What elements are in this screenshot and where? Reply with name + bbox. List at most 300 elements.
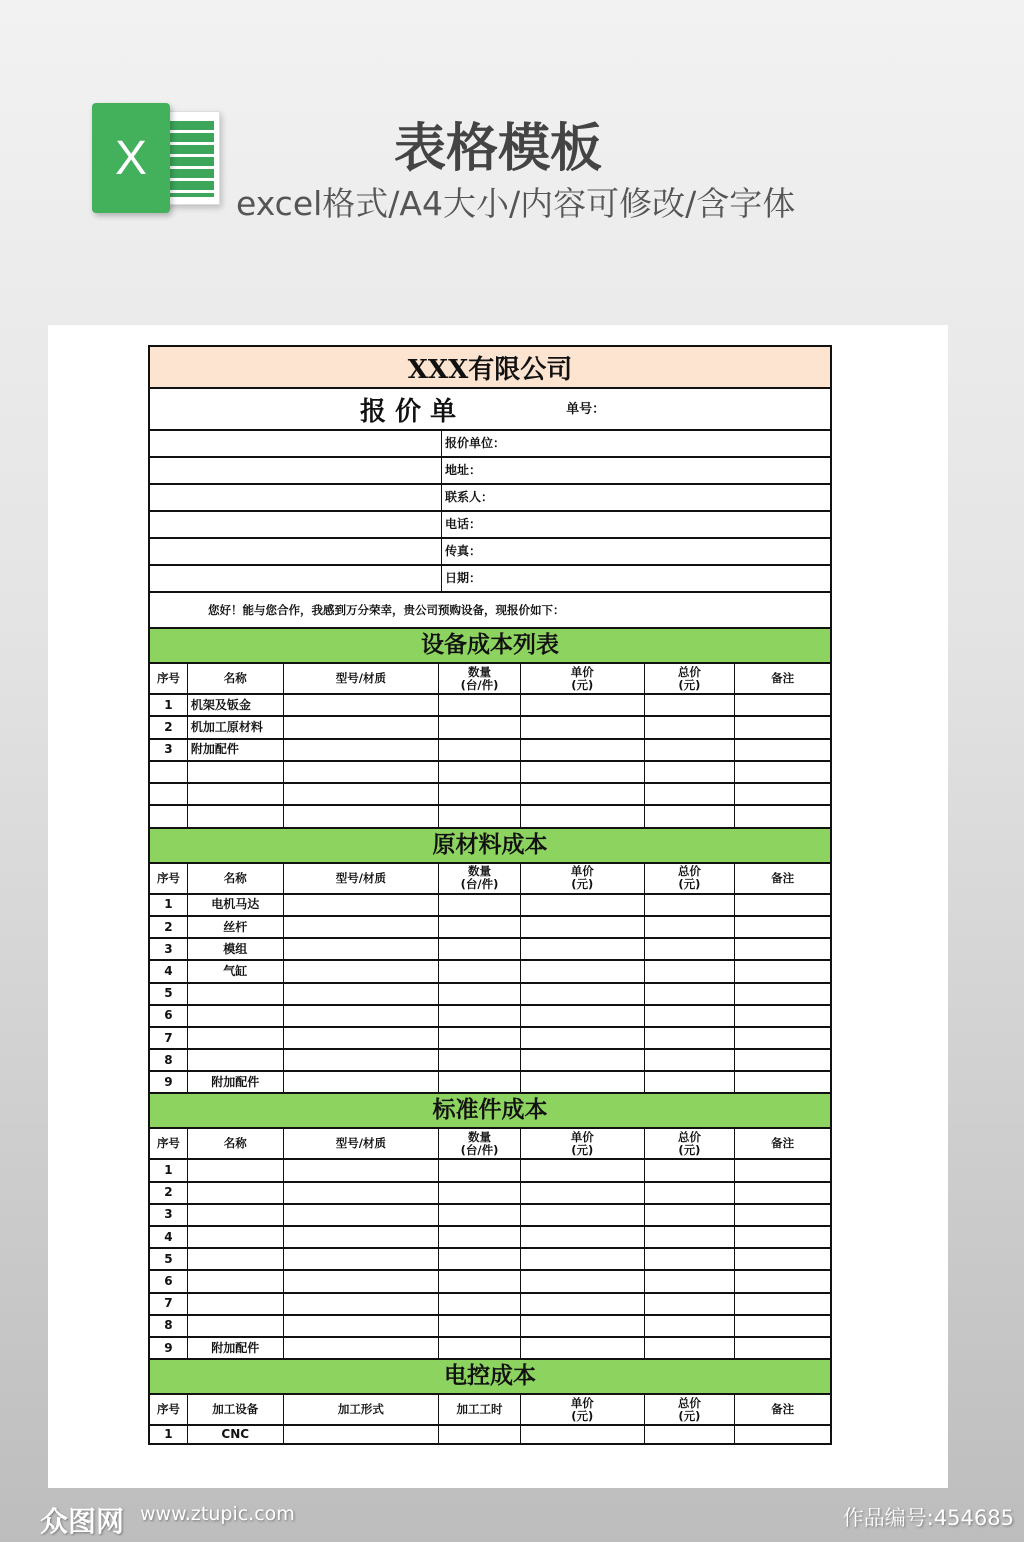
table-cell[interactable] [439, 1183, 521, 1203]
table-cell[interactable] [188, 1205, 284, 1225]
column-header-label: 单价 (元) [570, 864, 594, 892]
table-cell[interactable] [188, 1028, 284, 1048]
table-cell[interactable] [645, 1426, 736, 1443]
page-subtitle: excel格式/A4大小/内容可修改/含字体 [236, 184, 796, 223]
table-cell[interactable] [439, 1050, 521, 1070]
table-cell[interactable] [284, 961, 440, 981]
greeting-row [148, 593, 832, 629]
row-index: 8 [164, 1052, 173, 1067]
table-cell[interactable] [645, 717, 736, 737]
table-cell[interactable] [284, 1006, 440, 1026]
table-cell[interactable] [439, 984, 521, 1004]
table-cell[interactable] [188, 895, 284, 915]
table-cell[interactable] [439, 1028, 521, 1048]
info-label: 地址： [445, 463, 482, 477]
table-cell[interactable] [284, 1249, 440, 1269]
table-cell[interactable] [284, 1227, 440, 1247]
table-cell[interactable] [735, 917, 830, 937]
table-cell[interactable] [439, 1205, 521, 1225]
info-blank-cell[interactable] [150, 512, 442, 537]
section-header [148, 1094, 832, 1129]
row-index: 1 [164, 897, 173, 912]
column-header-label: 备注 [771, 1402, 795, 1417]
table-cell[interactable] [188, 717, 284, 737]
table-cell[interactable] [645, 1183, 736, 1203]
table-row [148, 784, 832, 806]
table-cell[interactable] [521, 1271, 645, 1291]
table-cell[interactable] [735, 1205, 830, 1225]
item-name: 机架及钣金 [190, 697, 251, 712]
column-header-label: 数量 (台/件) [460, 864, 499, 892]
table-cell[interactable] [188, 1183, 284, 1203]
quotation-sheet [148, 345, 832, 1445]
table-cell[interactable] [521, 1028, 645, 1048]
table-cell[interactable] [188, 984, 284, 1004]
company-row [148, 345, 832, 389]
table-cell[interactable] [439, 762, 521, 782]
table-cell[interactable] [735, 1160, 830, 1180]
table-cell[interactable] [521, 917, 645, 937]
item-name: 附加配件 [190, 742, 239, 757]
table-cell[interactable] [521, 1160, 645, 1180]
table-cell[interactable] [645, 1316, 736, 1336]
table-cell[interactable] [521, 1205, 645, 1225]
table-cell[interactable] [150, 784, 188, 804]
table-cell[interactable] [284, 917, 440, 937]
column-header [439, 864, 521, 893]
column-header [521, 864, 645, 893]
table-cell[interactable] [439, 1072, 521, 1092]
table-cell[interactable] [439, 1316, 521, 1336]
table-cell[interactable] [150, 806, 188, 826]
column-header [735, 864, 830, 893]
table-cell[interactable] [188, 1249, 284, 1269]
column-header-label: 总价 (元) [677, 864, 701, 892]
info-label: 日期： [445, 571, 482, 585]
table-cell[interactable] [735, 984, 830, 1004]
table-cell[interactable] [521, 1426, 645, 1443]
table-cell[interactable] [645, 1072, 736, 1092]
table-cell[interactable] [521, 1294, 645, 1314]
table-cell[interactable] [439, 717, 521, 737]
table-cell[interactable] [284, 939, 440, 959]
table-cell[interactable] [284, 1316, 440, 1336]
info-blank-cell[interactable] [150, 458, 442, 483]
table-cell[interactable] [188, 1316, 284, 1336]
table-cell[interactable] [735, 961, 830, 981]
table-cell[interactable] [150, 1227, 188, 1247]
column-header [150, 1129, 188, 1158]
doc-no-label: 单号： [566, 401, 606, 417]
item-name: 丝杆 [223, 919, 248, 934]
table-cell[interactable] [645, 984, 736, 1004]
work-id: 作品编号:454685 [842, 1506, 1014, 1530]
table-cell[interactable] [735, 1249, 830, 1269]
table-cell[interactable] [645, 695, 736, 715]
column-header-label: 总价 (元) [677, 1129, 701, 1157]
table-cell[interactable] [439, 1271, 521, 1291]
info-field-1[interactable] [442, 458, 830, 483]
table-cell[interactable] [735, 806, 830, 826]
table-cell[interactable] [188, 1050, 284, 1070]
column-header-label: 总价 (元) [677, 664, 701, 692]
table-cell[interactable] [735, 717, 830, 737]
column-header-row [148, 664, 832, 695]
table-cell[interactable] [188, 1072, 284, 1092]
table-cell[interactable] [439, 917, 521, 937]
table-cell[interactable] [735, 1294, 830, 1314]
info-row [148, 539, 832, 566]
table-cell[interactable] [188, 1227, 284, 1247]
table-cell[interactable] [188, 695, 284, 715]
table-row [148, 939, 832, 961]
table-cell[interactable] [188, 1160, 284, 1180]
section-title: 设备成本列表 [150, 629, 830, 662]
table-cell[interactable] [284, 1426, 440, 1443]
table-cell[interactable] [439, 1338, 521, 1358]
table-cell[interactable] [150, 1050, 188, 1070]
table-cell[interactable] [150, 984, 188, 1004]
info-field-5[interactable] [442, 566, 830, 591]
company-name: XXX有限公司 [150, 345, 830, 387]
table-cell[interactable] [284, 762, 440, 782]
table-cell[interactable] [521, 1050, 645, 1070]
row-index: 3 [164, 1207, 173, 1222]
table-cell[interactable] [521, 717, 645, 737]
item-name: 气缸 [223, 963, 248, 978]
item-name: 模组 [223, 941, 248, 956]
table-cell[interactable] [645, 1205, 736, 1225]
table-cell[interactable] [188, 1294, 284, 1314]
table-cell[interactable] [284, 1072, 440, 1092]
row-index: 1 [164, 1427, 173, 1442]
table-row [148, 1028, 832, 1050]
table-cell[interactable] [645, 1294, 736, 1314]
column-header [735, 664, 830, 693]
table-cell[interactable] [150, 1426, 188, 1443]
table-cell[interactable] [188, 1338, 284, 1358]
table-cell[interactable] [735, 762, 830, 782]
table-cell[interactable] [150, 917, 188, 937]
row-index: 6 [164, 1008, 173, 1023]
table-cell[interactable] [284, 784, 440, 804]
table-cell[interactable] [735, 740, 830, 760]
table-cell[interactable] [521, 1072, 645, 1092]
table-cell[interactable] [150, 740, 188, 760]
table-cell[interactable] [439, 895, 521, 915]
table-cell[interactable] [645, 917, 736, 937]
table-cell[interactable] [521, 895, 645, 915]
table-cell[interactable] [284, 1050, 440, 1070]
row-index: 4 [164, 1229, 173, 1244]
column-header-label: 加工形式 [337, 1402, 384, 1417]
column-header-row [148, 1129, 832, 1160]
column-header [521, 1395, 645, 1424]
column-header [150, 664, 188, 693]
info-row [148, 485, 832, 512]
table-cell[interactable] [284, 1271, 440, 1291]
table-cell[interactable] [439, 806, 521, 826]
table-cell[interactable] [645, 1160, 736, 1180]
item-name: 附加配件 [211, 1074, 260, 1089]
greeting-text: 您好！能与您合作，我感到万分荣幸，贵公司预购设备，现报价如下： [208, 602, 565, 617]
table-cell[interactable] [521, 984, 645, 1004]
row-index: 7 [164, 1030, 173, 1045]
info-field-4[interactable] [442, 539, 830, 564]
column-header [645, 1129, 736, 1158]
table-cell[interactable] [645, 1338, 736, 1358]
table-cell[interactable] [284, 695, 440, 715]
table-cell[interactable] [645, 1028, 736, 1048]
column-header-label: 型号/材质 [335, 870, 386, 885]
table-cell[interactable] [284, 1294, 440, 1314]
table-cell[interactable] [521, 1006, 645, 1026]
table-row [148, 917, 832, 939]
table-cell[interactable] [735, 1050, 830, 1070]
table-cell[interactable] [284, 740, 440, 760]
table-cell[interactable] [735, 1006, 830, 1026]
table-cell[interactable] [150, 939, 188, 959]
table-cell[interactable] [150, 1072, 188, 1092]
row-index: 4 [164, 963, 173, 978]
table-cell[interactable] [645, 939, 736, 959]
column-header-label: 型号/材质 [335, 671, 386, 685]
column-header [150, 1395, 188, 1424]
table-row [148, 1183, 832, 1205]
table-cell[interactable] [439, 1227, 521, 1247]
table-cell[interactable] [150, 1006, 188, 1026]
table-cell[interactable] [735, 1316, 830, 1336]
page-title: 表格模板 [394, 119, 603, 179]
table-cell[interactable] [645, 740, 736, 760]
row-index: 6 [164, 1274, 173, 1288]
table-row [148, 1050, 832, 1072]
table-cell[interactable] [150, 695, 188, 715]
table-cell[interactable] [150, 1183, 188, 1203]
table-cell[interactable] [439, 1006, 521, 1026]
table-cell[interactable] [521, 762, 645, 782]
doc-title-row [148, 389, 832, 431]
doc-title: 报 价 单 [360, 396, 457, 427]
column-header [645, 664, 736, 693]
table-cell[interactable] [439, 784, 521, 804]
info-label: 报价单位： [445, 436, 506, 450]
item-name: 机加工原材料 [190, 719, 263, 734]
table-row [148, 695, 832, 717]
column-header-row [148, 864, 832, 895]
table-cell[interactable] [645, 806, 736, 826]
table-cell[interactable] [521, 1183, 645, 1203]
column-header [188, 864, 284, 893]
table-cell[interactable] [188, 1271, 284, 1291]
row-index: 5 [164, 1251, 173, 1266]
table-cell[interactable] [284, 895, 440, 915]
table-cell[interactable] [521, 784, 645, 804]
section-title: 标准件成本 [150, 1094, 830, 1127]
info-blank-cell[interactable] [150, 539, 442, 564]
column-header-label: 序号 [156, 1136, 180, 1151]
table-cell[interactable] [439, 1249, 521, 1269]
table-cell[interactable] [735, 695, 830, 715]
table-cell[interactable] [150, 1205, 188, 1225]
table-cell[interactable] [645, 1050, 736, 1070]
table-cell[interactable] [735, 784, 830, 804]
column-header-label: 加工工时 [456, 1402, 503, 1417]
row-index: 2 [164, 919, 173, 934]
table-row [148, 1160, 832, 1182]
table-cell[interactable] [439, 1294, 521, 1314]
table-cell[interactable] [150, 1294, 188, 1314]
column-header [284, 1129, 440, 1158]
table-cell[interactable] [150, 1316, 188, 1336]
column-header [735, 1395, 830, 1424]
item-name: 附加配件 [211, 1340, 260, 1355]
info-field-3[interactable] [442, 512, 830, 537]
column-header [439, 1129, 521, 1158]
table-cell[interactable] [645, 1271, 736, 1291]
row-index: 7 [164, 1296, 173, 1311]
info-blank-cell[interactable] [150, 485, 442, 510]
column-header [735, 1129, 830, 1158]
table-cell[interactable] [150, 717, 188, 737]
table-row [148, 1271, 832, 1293]
table-cell[interactable] [735, 1338, 830, 1358]
table-cell[interactable] [150, 762, 188, 782]
column-header [284, 1395, 440, 1424]
table-cell[interactable] [284, 1028, 440, 1048]
info-field-0[interactable] [442, 431, 830, 456]
table-cell[interactable] [521, 806, 645, 826]
column-header-label: 名称 [223, 1136, 247, 1151]
table-cell[interactable] [645, 1227, 736, 1247]
table-cell[interactable] [150, 1271, 188, 1291]
column-header-label: 单价 (元) [570, 1129, 594, 1157]
table-cell[interactable] [188, 740, 284, 760]
table-cell[interactable] [439, 740, 521, 760]
table-cell[interactable] [188, 939, 284, 959]
table-cell[interactable] [284, 1183, 440, 1203]
table-cell[interactable] [645, 784, 736, 804]
info-row [148, 431, 832, 458]
table-cell[interactable] [439, 1426, 521, 1443]
row-index: 1 [164, 697, 173, 712]
row-index: 9 [164, 1340, 173, 1355]
column-header-label: 名称 [223, 870, 247, 885]
info-blank-cell[interactable] [150, 431, 442, 456]
section-title: 电控成本 [150, 1360, 830, 1393]
table-cell[interactable] [735, 895, 830, 915]
footer-url[interactable]: www.ztupic.com [140, 1503, 295, 1525]
info-label: 电话： [445, 517, 482, 531]
section-header [148, 629, 832, 664]
table-cell[interactable] [645, 895, 736, 915]
table-cell[interactable] [735, 1271, 830, 1291]
info-label: 传真： [445, 544, 482, 558]
table-row [148, 1072, 832, 1094]
table-cell[interactable] [284, 1338, 440, 1358]
column-header-label: 序号 [156, 1402, 180, 1417]
column-header [150, 864, 188, 893]
table-cell[interactable] [150, 1028, 188, 1048]
table-cell[interactable] [439, 1160, 521, 1180]
table-cell[interactable] [188, 1006, 284, 1026]
table-cell[interactable] [284, 806, 440, 826]
column-header-label: 总价 (元) [677, 1395, 701, 1423]
table-cell[interactable] [150, 895, 188, 915]
table-cell[interactable] [188, 917, 284, 937]
table-cell[interactable] [645, 1249, 736, 1269]
table-cell[interactable] [521, 695, 645, 715]
table-cell[interactable] [188, 806, 284, 826]
row-index: 8 [164, 1318, 173, 1333]
column-header [645, 1395, 736, 1424]
table-row [148, 1205, 832, 1227]
table-cell[interactable] [735, 1227, 830, 1247]
table-cell[interactable] [188, 762, 284, 782]
item-name: 电机马达 [211, 897, 260, 912]
brand-logo: 众图网 [40, 1505, 125, 1538]
column-header [645, 864, 736, 893]
column-header [284, 864, 440, 893]
table-cell[interactable] [188, 784, 284, 804]
table-cell[interactable] [439, 939, 521, 959]
table-cell[interactable] [521, 1338, 645, 1358]
table-cell[interactable] [645, 961, 736, 981]
info-blank-cell[interactable] [150, 566, 442, 591]
table-row [148, 1294, 832, 1316]
column-header [521, 664, 645, 693]
table-cell[interactable] [645, 762, 736, 782]
table-cell[interactable] [284, 1160, 440, 1180]
table-cell[interactable] [521, 1227, 645, 1247]
table-cell[interactable] [439, 961, 521, 981]
table-cell[interactable] [150, 1338, 188, 1358]
table-cell[interactable] [150, 1249, 188, 1269]
info-field-2[interactable] [442, 485, 830, 510]
section-header [148, 829, 832, 864]
table-row [148, 1338, 832, 1360]
table-cell[interactable] [284, 717, 440, 737]
column-header-label: 单价 (元) [570, 1395, 594, 1423]
table-cell[interactable] [521, 1249, 645, 1269]
table-cell[interactable] [735, 1183, 830, 1203]
table-cell[interactable] [150, 961, 188, 981]
table-cell[interactable] [188, 961, 284, 981]
table-cell[interactable] [735, 939, 830, 959]
table-cell[interactable] [521, 961, 645, 981]
table-cell[interactable] [521, 1316, 645, 1336]
table-cell[interactable] [735, 1426, 830, 1443]
table-cell[interactable] [284, 984, 440, 1004]
row-index: 3 [164, 742, 173, 757]
row-index: 5 [164, 986, 173, 1001]
table-cell[interactable] [284, 1205, 440, 1225]
table-cell[interactable] [521, 939, 645, 959]
table-cell[interactable] [735, 1028, 830, 1048]
table-cell[interactable] [439, 695, 521, 715]
column-header [439, 664, 521, 693]
table-row [148, 961, 832, 983]
column-header-label: 序号 [156, 870, 180, 885]
row-index: 2 [164, 719, 173, 734]
table-cell[interactable] [735, 1072, 830, 1092]
column-header [188, 664, 284, 693]
table-cell[interactable] [521, 740, 645, 760]
table-cell[interactable] [150, 1160, 188, 1180]
table-cell[interactable] [645, 1006, 736, 1026]
column-header-label: 数量 (台/件) [460, 664, 499, 692]
table-cell[interactable] [188, 1426, 284, 1443]
